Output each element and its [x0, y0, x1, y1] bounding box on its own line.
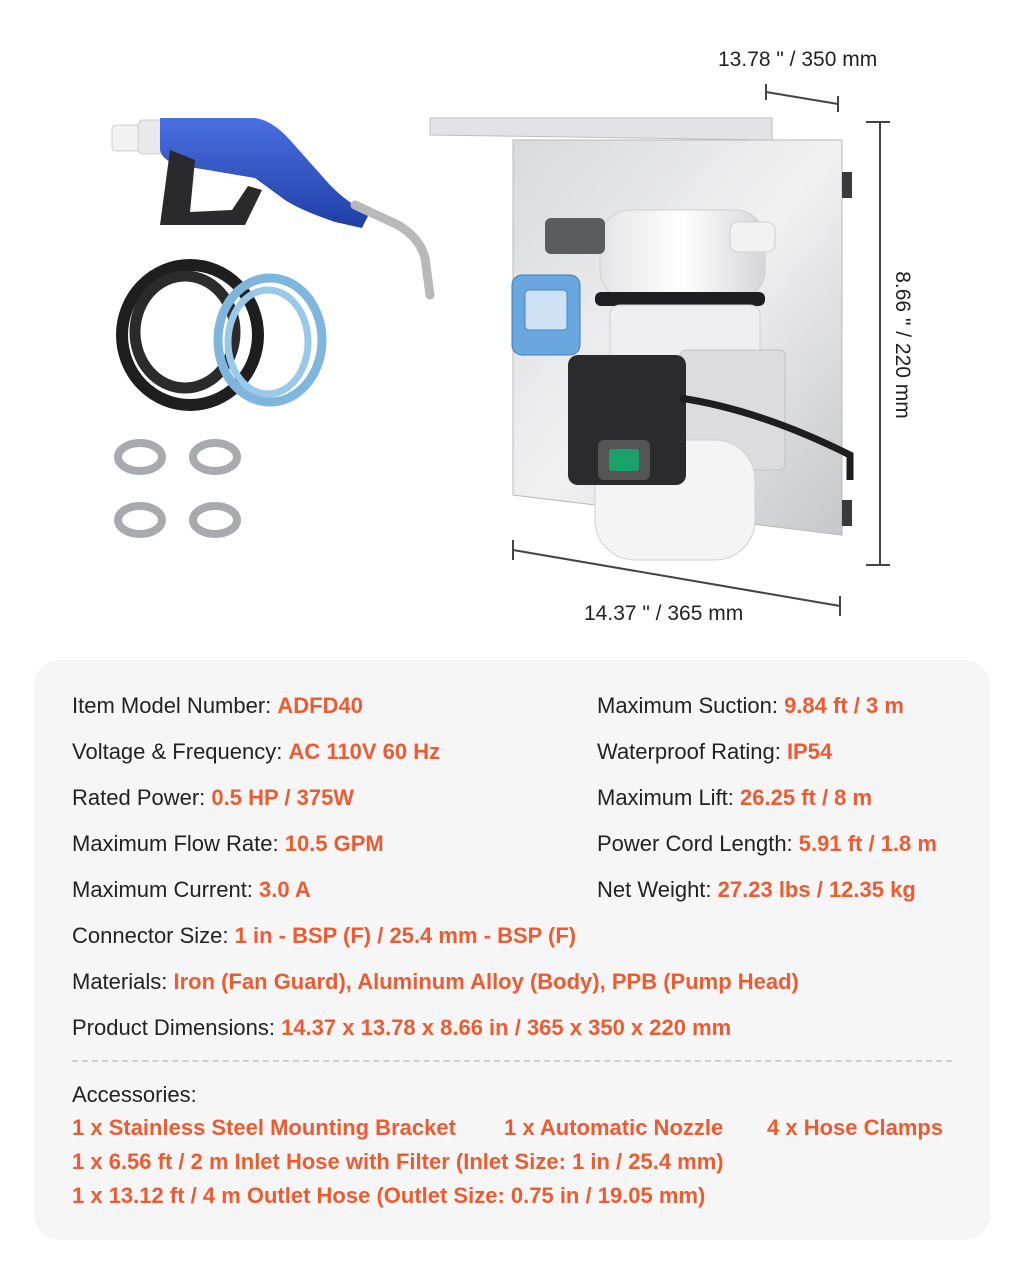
- spec-waterproof-rating: Waterproof Rating: IP54: [597, 739, 833, 764]
- depth-dimension-label: 14.37 " / 365 mm: [584, 602, 744, 625]
- section-divider: [72, 1060, 952, 1062]
- accessory-mounting-bracket: 1 x Stainless Steel Mounting Bracket: [72, 1115, 456, 1140]
- accessory-automatic-nozzle: 1 x Automatic Nozzle: [504, 1115, 724, 1140]
- spec-net-weight: Net Weight: 27.23 lbs / 12.35 kg: [597, 877, 916, 902]
- accessories-title: Accessories:: [72, 1082, 197, 1107]
- spec-rated-power: Rated Power: 0.5 HP / 375W: [72, 785, 355, 810]
- spec-product-dimensions: Product Dimensions: 14.37 x 13.78 x 8.66 in / 365 x 350 x 220 mm: [72, 1015, 732, 1040]
- inlet-outlet-hoses: [122, 265, 322, 405]
- specifications-card: [34, 660, 990, 1240]
- accessory-hose-clamps: 4 x Hose Clamps: [767, 1115, 944, 1140]
- height-dimension-label: 8.66 " / 220 mm: [891, 271, 914, 419]
- spec-max-lift: Maximum Lift: 26.25 ft / 8 m: [597, 785, 873, 810]
- accessory-outlet-hose: 1 x 13.12 ft / 4 m Outlet Hose (Outlet Size: 0.75 in / 19.05 mm): [72, 1183, 706, 1208]
- spec-max-current: Maximum Current: 3.0 A: [72, 877, 311, 902]
- spec-voltage-frequency: Voltage & Frequency: AC 110V 60 Hz: [72, 739, 441, 764]
- width-dimension-label: 13.78 " / 350 mm: [718, 48, 878, 71]
- spec-materials: Materials: Iron (Fan Guard), Aluminum Alloy (Body), PPB (Pump Head): [72, 969, 799, 994]
- spec-max-suction: Maximum Suction: 9.84 ft / 3 m: [597, 693, 904, 718]
- spec-model-number: Item Model Number: ADFD40: [72, 693, 363, 718]
- spec-power-cord-length: Power Cord Length: 5.91 ft / 1.8 m: [597, 831, 937, 856]
- spec-connector-size: Connector Size: 1 in - BSP (F) / 25.4 mm - BSP (F): [72, 923, 577, 948]
- accessory-inlet-hose: 1 x 6.56 ft / 2 m Inlet Hose with Filter (Inlet Size: 1 in / 25.4 mm): [72, 1149, 724, 1174]
- spec-flow-rate: Maximum Flow Rate: 10.5 GPM: [72, 831, 384, 856]
- hose-clamps: [118, 443, 237, 534]
